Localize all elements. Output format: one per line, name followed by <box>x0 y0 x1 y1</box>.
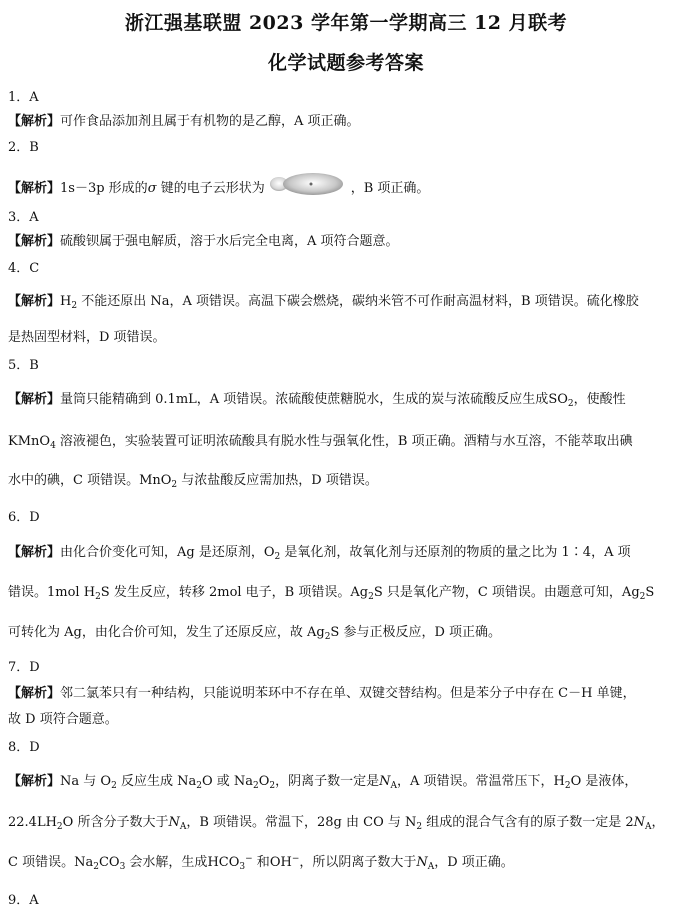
explanation-line: 可转化为 Ag，由化合价可知，发生了还原反应，故 $Ag_2S$ 参与正极反应，D 项正确。 <box>8 625 502 642</box>
explanation-line: KMnO$_4$ 溶液褪色，实验装置可证明浓硫酸具有脱水性与强氧化性，B 项正确。酒精与水互溶，不能萃取出碘 <box>8 434 633 451</box>
explanation-tag: 【解析】 <box>8 686 61 701</box>
answer-number: 7．D <box>8 660 40 675</box>
explanation-line: 【解析】$H_2$ 不能还原出 Na，A 项错误。高温下碳会燃烧，碳纳米管不可作耐高温材料，B 项错误。硫化橡胶 <box>8 294 639 311</box>
explanation-tag: 【解析】 <box>8 545 61 560</box>
explanation-tag: 【解析】 <box>8 181 61 196</box>
explanation-line: 【解析】Na 与 $O_2$ 反应生成 $Na_2O$ 或 $Na_2O_2$，阴离子数一定是$N_A$，A 项错误。常温常压下，$H_2O$ 是液体， <box>8 774 638 791</box>
explanation-line: 错误。1mol $H_2S$ 发生反应，转移 2mol 电子，B 项错误。$Ag_2S$ 只是氧化产物，C 项错误。由题意可知，$Ag_2S$ <box>8 585 655 602</box>
explanation-line: $22.4LH_2O$ 所含分子数大于$N_A$，B 项错误。常温下，28g 由 CO 与 $N_2$ 组成的混合气含有的原子数一定是 $2N_A$， <box>8 815 665 832</box>
answer-number: 9．A <box>8 893 39 908</box>
answer-number: 1．A <box>8 90 39 105</box>
explanation-line: 【解析】量筒只能精确到 0.1mL，A 项错误。浓硫酸使蔗糖脱水，生成的炭与浓硫酸反应生成$SO_2$，使酸性 <box>8 392 626 409</box>
explanation-line: 【解析】由化合价变化可知，Ag 是还原剂，$O_2$ 是氧化剂，故氧化剂与还原剂的物质的量之比为 1∶4，A 项 <box>8 545 631 562</box>
explanation-tag: 【解析】 <box>8 392 61 407</box>
explanation-tag: 【解析】 <box>8 294 61 309</box>
explanation-line: C 项错误。$Na_2CO_3$ 会水解，生成$HCO_3^-$ 和OH−，所以阴离子数大于$N_A$，D 项正确。 <box>8 854 514 872</box>
explanation-tag: 【解析】 <box>8 234 61 249</box>
answer-number: 4．C <box>8 261 40 276</box>
explanation-line: 【解析】硫酸钡属于强电解质，溶于水后完全电离，A 项符合题意。 <box>8 234 399 249</box>
answer-number: 5．B <box>8 358 39 373</box>
answer-number: 3．A <box>8 210 39 225</box>
explanation-line: 是热固型材料，D 项错误。 <box>8 330 166 345</box>
page-subtitle: 化学试题参考答案 <box>267 52 424 74</box>
electron-cloud-figure <box>269 172 345 205</box>
explanation-line: 【解析】邻二氯苯只有一种结构，只能说明苯环中不存在单、双键交替结构。但是苯分子中存在 C－H 单键， <box>8 686 636 701</box>
explanation-tag: 【解析】 <box>8 774 61 789</box>
answer-number: 2．B <box>8 140 39 155</box>
explanation-line: 水中的碘，C 项错误。MnO$_2$ 与浓盐酸反应需加热，D 项错误。 <box>8 473 378 490</box>
page-title: 浙江强基联盟 2023 学年第一学期高三 12 月联考 <box>124 12 568 34</box>
explanation-line: 【解析】1s－3p 形成的σ 键的电子云形状为 ，B 项正确。 <box>8 172 429 205</box>
explanation-tag: 【解析】 <box>8 114 61 129</box>
explanation-line: 【解析】可作食品添加剂且属于有机物的是乙醇，A 项正确。 <box>8 114 360 129</box>
answer-number: 8．D <box>8 740 40 755</box>
explanation-line: 故 D 项符合题意。 <box>8 712 118 727</box>
answer-number: 6．D <box>8 510 40 525</box>
